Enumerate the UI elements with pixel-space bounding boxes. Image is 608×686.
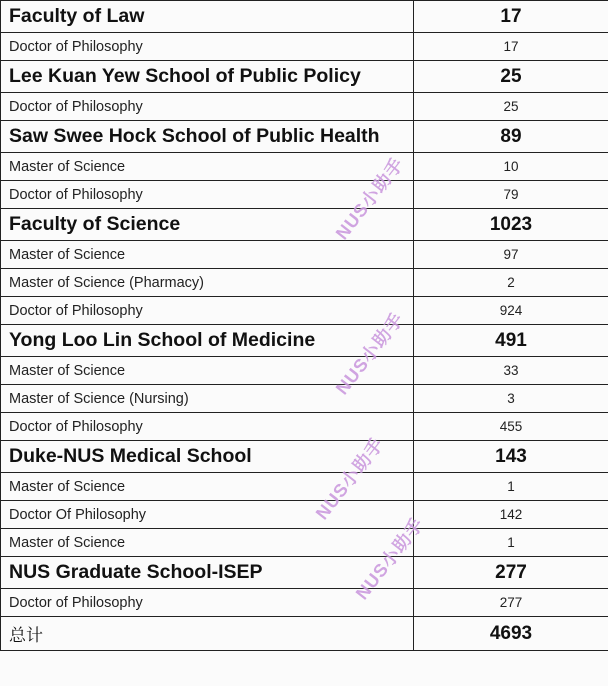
school-count: 143 xyxy=(414,441,608,473)
program-name: Master of Science xyxy=(1,153,414,181)
school-name: Saw Swee Hock School of Public Health xyxy=(1,121,414,153)
school-count: 1023 xyxy=(414,209,608,241)
school-name: Duke-NUS Medical School xyxy=(1,441,414,473)
program-name: Doctor of Philosophy xyxy=(1,413,414,441)
program-row xyxy=(1,529,608,557)
program-row xyxy=(1,181,608,209)
program-count: 17 xyxy=(414,33,608,61)
program-row xyxy=(1,357,608,385)
program-row xyxy=(1,93,608,121)
program-count: 10 xyxy=(414,153,608,181)
school-row xyxy=(1,121,608,153)
program-row xyxy=(1,385,608,413)
program-name: Master of Science xyxy=(1,357,414,385)
total-label: 总计 xyxy=(1,617,414,651)
school-name: Lee Kuan Yew School of Public Policy xyxy=(1,61,414,93)
program-count: 1 xyxy=(414,529,608,557)
school-count: 89 xyxy=(414,121,608,153)
program-name: Master of Science (Nursing) xyxy=(1,385,414,413)
program-row xyxy=(1,269,608,297)
school-row xyxy=(1,441,608,473)
watermark: NUS小助手 xyxy=(331,153,408,244)
program-name: Doctor of Philosophy xyxy=(1,93,414,121)
program-count: 25 xyxy=(414,93,608,121)
program-row xyxy=(1,473,608,501)
program-row xyxy=(1,589,608,617)
program-count: 79 xyxy=(414,181,608,209)
program-row xyxy=(1,241,608,269)
program-row xyxy=(1,297,608,325)
program-name: Doctor Of Philosophy xyxy=(1,501,414,529)
program-count: 97 xyxy=(414,241,608,269)
watermark: NUS小助手 xyxy=(311,433,388,524)
school-name: NUS Graduate School-ISEP xyxy=(1,557,414,589)
watermark: NUS小助手 xyxy=(331,308,408,399)
program-name: Doctor of Philosophy xyxy=(1,589,414,617)
program-row xyxy=(1,413,608,441)
program-count: 455 xyxy=(414,413,608,441)
program-count: 1 xyxy=(414,473,608,501)
program-count: 3 xyxy=(414,385,608,413)
program-row xyxy=(1,33,608,61)
enrollment-table-body xyxy=(1,1,608,651)
program-count: 33 xyxy=(414,357,608,385)
school-row xyxy=(1,557,608,589)
program-name: Doctor of Philosophy xyxy=(1,181,414,209)
program-name: Master of Science xyxy=(1,473,414,501)
program-row xyxy=(1,153,608,181)
school-row xyxy=(1,1,608,33)
program-name: Doctor of Philosophy xyxy=(1,33,414,61)
program-name: Doctor of Philosophy xyxy=(1,297,414,325)
program-row xyxy=(1,501,608,529)
total-row xyxy=(1,617,608,651)
school-row xyxy=(1,325,608,357)
school-count: 491 xyxy=(414,325,608,357)
school-count: 277 xyxy=(414,557,608,589)
total-count: 4693 xyxy=(414,617,608,651)
school-name: Faculty of Science xyxy=(1,209,414,241)
school-row xyxy=(1,209,608,241)
school-row xyxy=(1,61,608,93)
program-name: Master of Science (Pharmacy) xyxy=(1,269,414,297)
school-name: Faculty of Law xyxy=(1,1,414,33)
school-count: 25 xyxy=(414,61,608,93)
program-count: 2 xyxy=(414,269,608,297)
school-count: 17 xyxy=(414,1,608,33)
watermark: NUS小助手 xyxy=(351,513,428,604)
program-count: 924 xyxy=(414,297,608,325)
program-name: Master of Science xyxy=(1,529,414,557)
program-count: 142 xyxy=(414,501,608,529)
program-name: Master of Science xyxy=(1,241,414,269)
school-name: Yong Loo Lin School of Medicine xyxy=(1,325,414,357)
program-count: 277 xyxy=(414,589,608,617)
